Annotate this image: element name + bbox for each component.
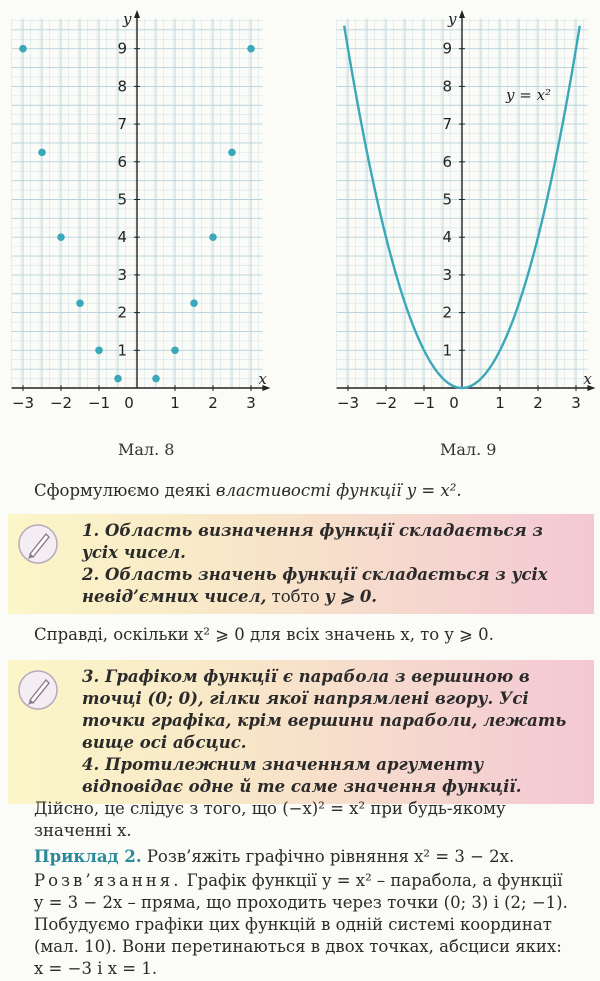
y-tick-label: 9	[117, 39, 127, 58]
y-tick-label: 6	[117, 152, 127, 171]
figure-9-caption: Мал. 9	[440, 440, 497, 459]
y-tick-label: 5	[442, 190, 452, 209]
y-tick-label: 1	[442, 341, 452, 360]
property-2-normal: тобто	[266, 587, 325, 606]
data-point	[76, 299, 84, 307]
property-1: 1. Область визначення функції складається з усіх чисел.	[82, 521, 543, 562]
intro-text-italic: властивості функції y = x².	[215, 481, 462, 500]
data-point	[38, 149, 46, 157]
x-tick-label: 3	[246, 394, 256, 412]
chart-figure-8	[0, 0, 300, 430]
property-2-italic: 2. Область значень функції складається з усіх невід’ємних чисел,	[82, 565, 548, 606]
example-text: Розв’яжіть графічно рівняння x² = 3 − 2x.	[141, 847, 515, 866]
x-tick-label: 1	[495, 394, 505, 412]
y-tick-label: 9	[442, 39, 452, 58]
pen-icon	[16, 522, 60, 566]
data-point	[171, 347, 179, 355]
x-tick-label: −3	[11, 394, 35, 412]
y-axis-arrow	[459, 10, 465, 18]
x-tick-label: 3	[571, 394, 581, 412]
proof-paragraph-1: Справді, оскільки x² ⩾ 0 для всіх значень x, то y ⩾ 0.	[34, 625, 494, 644]
y-tick-label: 4	[442, 228, 452, 247]
x-tick-label: 0	[124, 394, 134, 412]
x-tick-label: −3	[336, 394, 360, 412]
y-tick-label: 1	[117, 341, 127, 360]
y-tick-label: 2	[117, 303, 127, 322]
y-tick-label: 4	[117, 228, 127, 247]
solution-label: Розв’язання.	[34, 871, 182, 890]
property-2-formula: y ⩾ 0.	[324, 587, 378, 606]
x-tick-label: −1	[412, 394, 436, 412]
y-tick-label: 8	[442, 77, 452, 96]
chart-figure-9	[300, 0, 600, 430]
parabola-plot-svg	[300, 0, 600, 430]
solution-text: Графік функції y = x² – парабола, а функції y = 3 − 2x – пряма, що проходить через точки (0; 3) і (2; −1). Побудуємо графіки цих функцій в одній системі координат (мал. 10). Вони перетинаються в двох точках, абсциси яких: x = −3 і x = 1.	[34, 871, 568, 978]
data-point	[190, 299, 198, 307]
properties-box-1	[8, 514, 594, 614]
proof-paragraph-2: Дійсно, це слідує з того, що (−x)² = x² при будь-якому значенні x.	[34, 799, 506, 840]
y-tick-label: 2	[442, 303, 452, 322]
data-point	[114, 375, 122, 383]
property-2	[82, 564, 576, 608]
x-tick-label: −2	[374, 394, 398, 412]
intro-text: Сформулюємо деякі	[34, 481, 216, 500]
data-point	[209, 233, 217, 241]
x-axis-label: x	[583, 370, 592, 388]
scatter-plot-svg	[0, 0, 300, 430]
x-tick-label: 0	[449, 394, 459, 412]
y-tick-label: 8	[117, 77, 127, 96]
y-tick-label: 3	[117, 265, 127, 284]
function-legend: y = x²	[506, 86, 552, 104]
x-tick-label: −1	[87, 394, 111, 412]
example-label: Приклад 2.	[34, 847, 142, 866]
figure-8-caption: Мал. 8	[118, 440, 175, 459]
data-point	[95, 347, 103, 355]
pen-icon	[16, 668, 60, 712]
y-tick-label: 5	[117, 190, 127, 209]
y-tick-label: 7	[442, 115, 452, 134]
x-tick-label: 2	[208, 394, 218, 412]
data-point	[19, 45, 27, 53]
y-tick-label: 3	[442, 265, 452, 284]
solution-paragraph	[34, 870, 574, 980]
x-axis-label: x	[258, 370, 267, 388]
property-4: 4. Протилежним значенням аргументу відповідає одне й те саме значення функції.	[82, 755, 522, 796]
y-axis-label: y	[448, 10, 457, 28]
x-tick-label: −2	[49, 394, 73, 412]
data-point	[247, 45, 255, 53]
properties-box-2	[8, 660, 594, 804]
intro-paragraph	[34, 480, 574, 502]
property-3: 3. Графіком функції є парабола з вершиною в точці (0; 0), гілки якої напрямлені вгору. Усі точки графіка, крім вершини параболи, лежать вище осі абсцис.	[82, 667, 567, 752]
example-statement	[34, 846, 574, 868]
x-tick-label: 2	[533, 394, 543, 412]
x-tick-label: 1	[170, 394, 180, 412]
data-point	[152, 375, 160, 383]
y-tick-label: 7	[117, 115, 127, 134]
y-axis-label: y	[123, 10, 132, 28]
y-tick-label: 6	[442, 152, 452, 171]
data-point	[228, 149, 236, 157]
data-point	[57, 233, 65, 241]
y-axis-arrow	[134, 10, 140, 18]
